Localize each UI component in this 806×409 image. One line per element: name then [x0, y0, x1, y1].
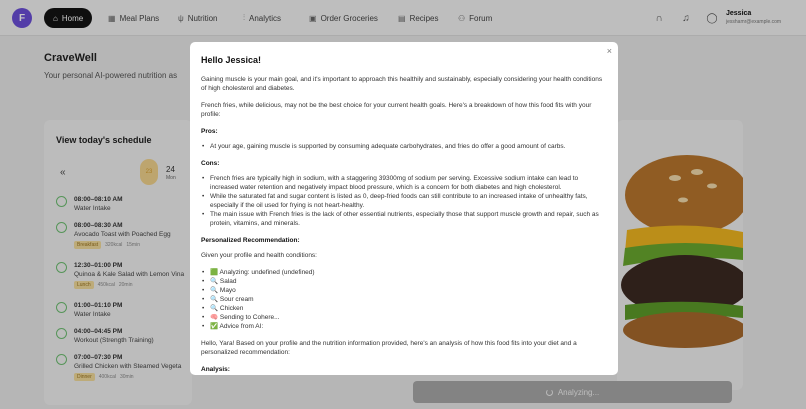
page-subtitle: Your personal AI-powered nutrition as	[44, 71, 178, 80]
schedule-time: 01:00–01:10 PM	[74, 302, 123, 309]
close-icon[interactable]: ×	[606, 46, 612, 56]
schedule-title: View today's schedule	[56, 135, 152, 145]
recommendation-heading: Personalized Recommendation:	[201, 237, 300, 244]
duration: 30min	[119, 374, 134, 380]
previous-day-button[interactable]: «	[60, 167, 66, 178]
kcal: 450kcal	[97, 282, 115, 288]
cons-item: • French fries are typically high in sodium, with a staggering 39300mg of sodium per serving. Excessive sodium intake can lead to increased water retention and negatively impact blood pressure, which is a concern for both diabetes and high cholesterol.	[201, 174, 607, 192]
bell-icon[interactable]: ♫	[682, 12, 690, 24]
schedule-desc: Avocado Toast with Poached Egg	[74, 231, 171, 238]
advice-modal	[190, 42, 618, 375]
step-item: • 🔍 Mayo	[201, 286, 607, 295]
step-item: • 🔍 Salad	[201, 277, 607, 286]
utensils-icon: ψ	[178, 13, 184, 23]
schedule-desc: Quinoa & Kale Salad with Lemon Vina	[74, 271, 185, 278]
step-item: • 🟩 Analyzing: undefined (undefined)	[201, 268, 607, 277]
next-day-number[interactable]: 24	[166, 165, 175, 174]
cons-item: • While the saturated fat and sugar content is listed as 0, deep-fried foods can still contribute to an increased intake of unhealthy fats, especially if the oil used for frying is not heart-healthy.	[201, 192, 607, 210]
step-item: • 🔍 Chicken	[201, 304, 607, 313]
user-name: Jessica	[726, 10, 752, 17]
users-icon: ⚇	[458, 13, 466, 23]
analyzing-label: Analyzing...	[557, 387, 600, 397]
logo-letter: F	[18, 12, 26, 24]
modal-greeting: Hello Jessica!	[201, 55, 262, 65]
nav-order-groceries-label: Order Groceries	[320, 13, 378, 23]
kcal: 320kcal	[105, 242, 123, 248]
schedule-desc: Water Intake	[74, 311, 111, 318]
user-icon[interactable]: ◯	[706, 12, 718, 24]
chart-icon: ⫶	[243, 13, 245, 22]
meal-tag: Dinner	[74, 373, 95, 381]
home-icon: ⌂	[53, 13, 58, 23]
schedule-time: 08:00–08:10 AM	[74, 196, 123, 203]
meal-tag: Lunch	[74, 281, 94, 289]
step-item: • ✅ Advice from AI:	[201, 322, 607, 331]
analysis-heading: Analysis:	[201, 366, 230, 373]
duration: 15min	[126, 242, 140, 248]
next-day-name: Mon	[166, 175, 176, 181]
meal-tag: Breakfast	[74, 241, 101, 249]
schedule-desc: Workout (Strength Training)	[74, 337, 154, 344]
pros-heading: Pros:	[201, 128, 218, 135]
modal-content	[201, 55, 607, 375]
cons-item: • The main issue with French fries is the lack of other essential nutrients, especially those that support muscle growth and repair, such as protein, vitamins, and minerals.	[201, 210, 607, 228]
nav-analytics-label: Analytics	[249, 13, 282, 23]
recommendation-intro: Given your profile and health conditions:	[201, 252, 317, 259]
nav-nutrition-label: Nutrition	[187, 13, 218, 23]
modal-intro-2: French fries, while delicious, may not be the best choice for your current health goals. Here's a breakdown of how this food fits with your profile:	[201, 102, 592, 118]
cart-icon: ▣	[309, 13, 317, 23]
pros-item: • At your age, gaining muscle is supported by consuming adequate carbohydrates, and fries do offer a good amount of carbs.	[201, 142, 607, 151]
nav-meal-plans-label: Meal Plans	[119, 13, 160, 23]
user-email: jesshamr@example.com	[726, 19, 782, 25]
book-icon: ▤	[398, 13, 406, 23]
nav-recipes-label: Recipes	[409, 13, 439, 23]
step-item: • 🔍 Sour cream	[201, 295, 607, 304]
calendar-icon: ▦	[108, 13, 116, 23]
schedule-desc: Water Intake	[74, 205, 111, 212]
cons-heading: Cons:	[201, 160, 220, 167]
nav-forum-label: Forum	[469, 13, 493, 23]
schedule-time: 07:00–07:30 PM	[74, 354, 123, 361]
ai-closing: Hello, Yara! Based on your profile and the nutrition information provided, here's an analysis of how this food fits into your diet and a personalized recommendation:	[201, 340, 577, 356]
nav-home-label: Home	[61, 13, 84, 23]
headset-icon[interactable]: ∩	[655, 12, 663, 24]
schedule-desc: Grilled Chicken with Steamed Vegeta	[74, 363, 182, 370]
step-item: • 🧠 Sending to Cohere...	[201, 313, 607, 322]
schedule-time: 08:00–08:30 AM	[74, 222, 123, 229]
kcal: 400kcal	[98, 374, 116, 380]
schedule-time: 04:00–04:45 PM	[74, 328, 123, 335]
page-title: CraveWell	[44, 52, 97, 64]
duration: 20min	[118, 282, 133, 288]
selected-day[interactable]: 23	[140, 159, 158, 185]
modal-intro: Gaining muscle is your main goal, and it's important to approach this healthily and sustainably, especially considering your health conditions of high cholesterol and diabetes.	[201, 76, 603, 92]
schedule-time: 12:30–01:00 PM	[74, 262, 123, 269]
